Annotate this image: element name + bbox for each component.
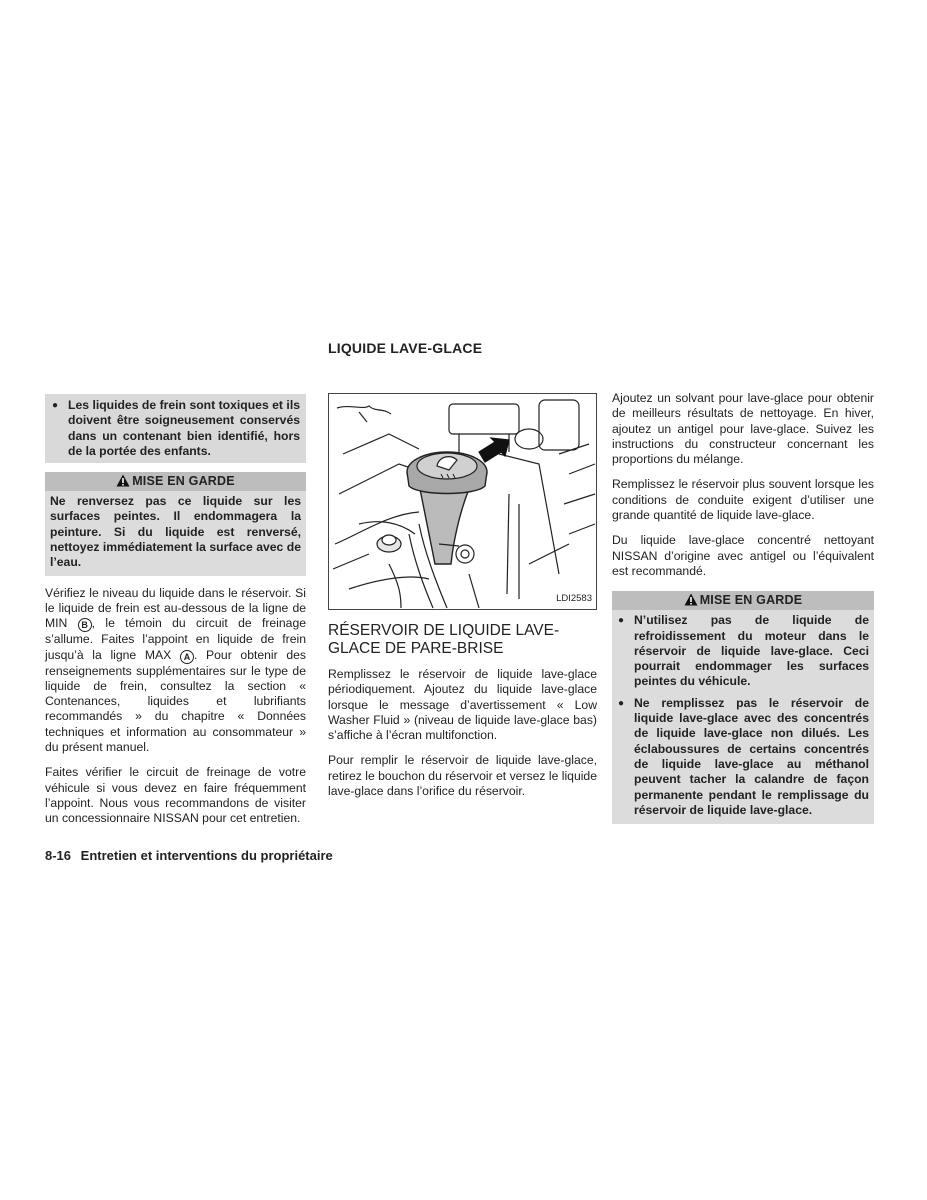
section-title: LIQUIDE LAVE-GLACE xyxy=(328,340,483,356)
brake-fluid-level-paragraph: Vérifiez le niveau du liquide dans le réservoir. Si le liquide de frein est au-dessous de la ligne de MIN B , le témoin du circuit de freinage s’allume. Faites l’appoint en liquide de frein jusqu’à la ligne MAX A . Pour obtenir des renseignements supplémentaires sur le type de liquide de frein, consultez la section « Contenances, liquides et lubrifiants recommandés » du chapitre « Données techniques et information au consommateur » du présent manuel. xyxy=(45,585,307,755)
toxicity-note-bullet: ● Les liquides de frein sont toxiques et ils doivent être soigneusement conservés dans un contenant bien identifié, hors de la portée des enfants. xyxy=(51,398,300,459)
right-column xyxy=(612,391,874,824)
warning-bullet-coolant: ● N’utilisez pas de liquide de refroidissement du moteur dans le réservoir de liquide lave-glace. Ceci pourrait endommager les surfaces peintes du véhicule. xyxy=(617,613,869,689)
washer-warning-title: MISE EN GARDE xyxy=(699,593,803,608)
toxicity-note-box xyxy=(45,394,306,463)
page-footer xyxy=(45,848,333,863)
warning-triangle-icon xyxy=(684,593,698,606)
left-column xyxy=(45,394,306,837)
refill-frequency-paragraph: Remplissez le réservoir plus souvent lorsque les conditions de conduite exigent d’utiliser une grande quantité de liquide lave-glace. xyxy=(612,477,874,523)
reservoir-drawing xyxy=(329,394,596,609)
refill-procedure-paragraph: Pour remplir le réservoir de liquide lave-glace, retirez le bouchon du réservoir et versez le liquide lave-glace dans l’orifice du réservoir. xyxy=(328,753,597,799)
recommended-fluid-paragraph: Du liquide lave-glace concentré nettoyant NISSAN d’origine avec antigel ou l’équivalent est recommandé. xyxy=(612,533,874,578)
warning-title: MISE EN GARDE xyxy=(132,474,235,489)
brake-system-check-paragraph: Faites vérifier le circuit de freinage de votre véhicule si vous devez en faire fréquemment l’appoint. Nous vous recommandons de visiter un concessionnaire NISSAN pour cet entretien. xyxy=(45,765,306,826)
warning-bullet-concentrate: ● Ne remplissez pas le réservoir de liquide lave-glace avec des concentrés de liquide lave-glace non dilués. Les éclaboussures de certains concentrés de liquide lave-glace au méthanol peuvent tacher la calandre de façon permanente pendant le remplissage du réservoir de liquide lave-glace. xyxy=(617,696,869,818)
warning-header xyxy=(45,472,306,491)
washer-warning-body xyxy=(612,610,874,824)
washer-warning-header xyxy=(612,591,874,610)
warning-text: Ne renversez pas ce liquide sur les surfaces peintes. Il endommagera la peinture. Si du liquide est renversé, nettoyez immédiatement la surface avec de l’eau. xyxy=(45,491,306,575)
washer-warning-list xyxy=(617,613,869,818)
middle-column xyxy=(328,393,597,809)
toxicity-note-list xyxy=(51,398,300,459)
warning-triangle-icon xyxy=(116,474,130,487)
callout-b-icon: B xyxy=(78,618,92,632)
page-number: 8-16 xyxy=(45,848,72,863)
chapter-title: Entretien et interventions du propriétaire xyxy=(80,848,333,863)
reservoir-subheading: RÉSERVOIR DE LIQUIDE LAVE-GLACE DE PARE-BRISE xyxy=(328,622,560,657)
solvent-paragraph: Ajoutez un solvant pour lave-glace pour obtenir de meilleurs résultats de nettoyage. En hiver, ajoutez un antigel pour lave-glace. Suivez les instructions du constructeur concernant les proportions du mélange. xyxy=(612,391,874,467)
refill-periodically-paragraph: Remplissez le réservoir de liquide lave-glace périodiquement. Ajoutez du liquide lave-glace lorsque le message d’avertissement « Low Washer Fluid » (niveau de liquide lave-glace bas) s’affiche à l’écran multifonction. xyxy=(328,667,597,743)
callout-a-icon: A xyxy=(180,650,194,664)
figure-label: LDI2583 xyxy=(556,591,592,606)
washer-reservoir-illustration xyxy=(328,393,597,610)
